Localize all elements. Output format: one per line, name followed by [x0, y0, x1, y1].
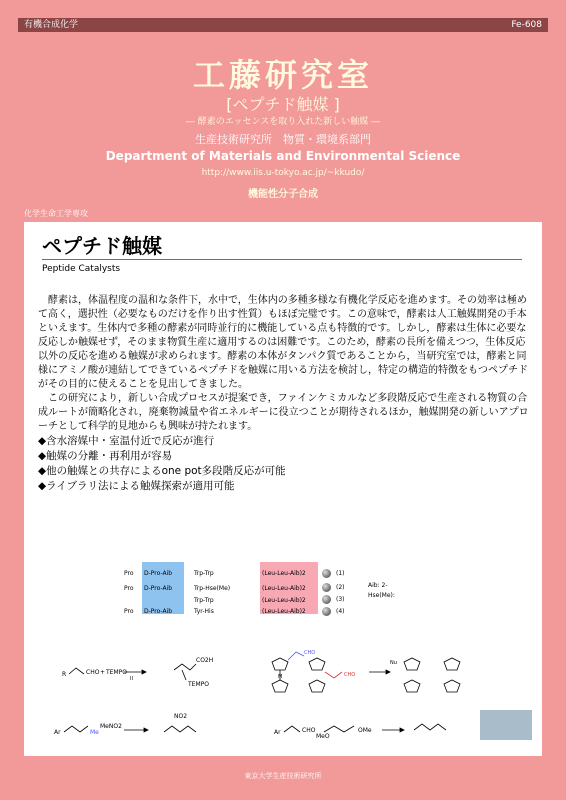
rxn1-co2h: CO2H	[196, 657, 214, 664]
content-panel	[24, 222, 542, 756]
peptide-figure	[24, 552, 542, 652]
paragraph: この研究により，新しい合成プロセスが提案でき，ファインケミカルなど多段階反応で生産される物質の合成ルートが簡略化され，廃棄物減量や省エネルギーに役立つことが期待されるほか，触媒開発の新しいアプローチとして科学的見地からも興味が持たれます。	[38, 393, 529, 432]
seq-middle: Trp-Trp	[194, 570, 214, 577]
sub-catchphrase: ― 酵素のエッセンスを取り入れた新しい触媒 ―	[185, 117, 381, 127]
list-item: ◆ 他の触媒との共存によるone pot多段階反応が可能	[38, 464, 530, 479]
rxn3-meno2: MeNO2	[100, 723, 122, 730]
seq-prefix: Pro	[124, 608, 134, 615]
dpro-aib: D-Pro-Aib	[144, 570, 173, 577]
rxn2-cho1: CHO	[304, 650, 316, 656]
catalyst-number: (1)	[336, 570, 345, 577]
rxn3-ar: Ar	[54, 729, 61, 736]
seq-tail: (Leu-Leu-Aib)2	[262, 597, 306, 604]
rxn1-cond: II	[130, 676, 133, 682]
resin-bead-icon	[322, 583, 331, 592]
lab-url[interactable]: http://www.iis.u-tokyo.ac.jp/~kkudo/	[201, 168, 365, 178]
list-item: ◆ 含水溶媒中・室温付近で反応が進行	[38, 434, 530, 449]
department: Department of Materials and Environmental Science	[105, 149, 461, 163]
panel-title: ペプチド触媒	[42, 234, 162, 258]
rxn4-ar: Ar	[274, 729, 281, 736]
lab-name: 工藤研究室	[192, 56, 373, 94]
body-text	[38, 294, 530, 434]
rxn4-meo: MeO	[316, 733, 330, 740]
footer: 東京大学生産技術研究所	[244, 772, 322, 780]
aib-note: Aib: 2-	[368, 582, 388, 589]
reaction-schemes	[24, 642, 542, 752]
research-field: 機能性分子合成	[248, 189, 318, 200]
rxn4-cho: CHO	[302, 727, 316, 734]
institute: 生産技術研究所 物質・環境系部門	[195, 133, 371, 146]
hse-note: Hse(Me):	[368, 592, 395, 599]
rxn1-cho: CHO	[86, 669, 100, 676]
feature-list	[38, 434, 530, 494]
seq-prefix: Pro	[124, 585, 134, 592]
catalyst-number: (4)	[336, 608, 345, 615]
rxn2-cho2: CHO	[344, 672, 356, 678]
major-label: 化学生命工学専攻	[24, 209, 88, 218]
header	[18, 32, 548, 208]
dpro-aib: D-Pro-Aib	[144, 608, 173, 615]
rxn4-ome: OMe	[358, 727, 372, 734]
seq-middle: Trp-Hse(Me)	[194, 585, 231, 592]
rxn1-plus: +	[100, 669, 106, 676]
seq-tail: (Leu-Leu-Aib)2	[262, 585, 306, 592]
list-item: ◆ 触媒の分離・再利用が容易	[38, 449, 530, 464]
catalyst-number: (3)	[336, 596, 345, 603]
rxn1-tempo: TEMPO	[106, 669, 127, 676]
seq-middle: Trp-Trp	[194, 597, 214, 604]
seq-prefix: Pro	[124, 570, 134, 577]
title-rule	[42, 259, 522, 260]
resin-bead-icon	[322, 607, 331, 616]
rxn1-otempo: TEMPO	[188, 681, 209, 688]
rxn1-r: R	[62, 671, 67, 678]
booth-code: Fe-608	[511, 20, 542, 30]
resin-bead-icon	[322, 595, 331, 604]
rxn2-nu: Nu	[390, 660, 397, 666]
resin-photo	[480, 710, 532, 740]
reaction-ferrocene	[272, 658, 460, 692]
rxn3-o2n: NO2	[174, 713, 188, 720]
paragraph: 酵素は，体温程度の温和な条件下，水中で，生体内の多種多様な有機化学反応を進めます。その効率は極めて高く，選択性（必要なものだけを作り出す性質）もほぼ完璧です。この意味で，酵素は人工触媒開発の手本といえます。生体内で多種の酵素が同時並行的に機能している点も特徴的です。しかし，酵素は生体に必要な反応しか触媒せず，そのまま物質生産に適用するのは困難です。このため，酵素の長所を備えつつ，生体反応以外の反応を進める触媒が求められます。酵素の本体がタンパク質であることから，当研究室では，酵素と同様にアミノ酸が連結してできているペプチドを触媒に用いる方法を検討し，特定の構造的特徴をもつペプチドがその目的に使えることを見出してきました。	[38, 295, 528, 390]
seq-tail: (Leu-Leu-Aib)2	[262, 570, 306, 577]
panel-subtitle: Peptide Catalysts	[42, 264, 121, 274]
rxn3-me: Me	[90, 729, 99, 736]
dpro-aib: D-Pro-Aib	[144, 585, 173, 592]
catchphrase: [ペプチド触媒 ]	[226, 95, 340, 114]
top-bar	[18, 18, 548, 32]
vinyl-bond	[325, 672, 342, 678]
rxn2-m: M	[278, 674, 283, 680]
seq-tail: (Leu-Leu-Aib)2	[262, 608, 306, 615]
resin-bead-icon	[322, 569, 331, 578]
list-item: ◆ ライブラリ法による触媒探索が適用可能	[38, 479, 530, 494]
seq-middle: Tyr-His	[194, 608, 214, 615]
catalyst-number: (2)	[336, 584, 345, 591]
category-label: 有機合成化学	[24, 20, 79, 30]
reaction-nitroalkane	[64, 726, 196, 732]
vinyl-bond	[288, 652, 304, 660]
